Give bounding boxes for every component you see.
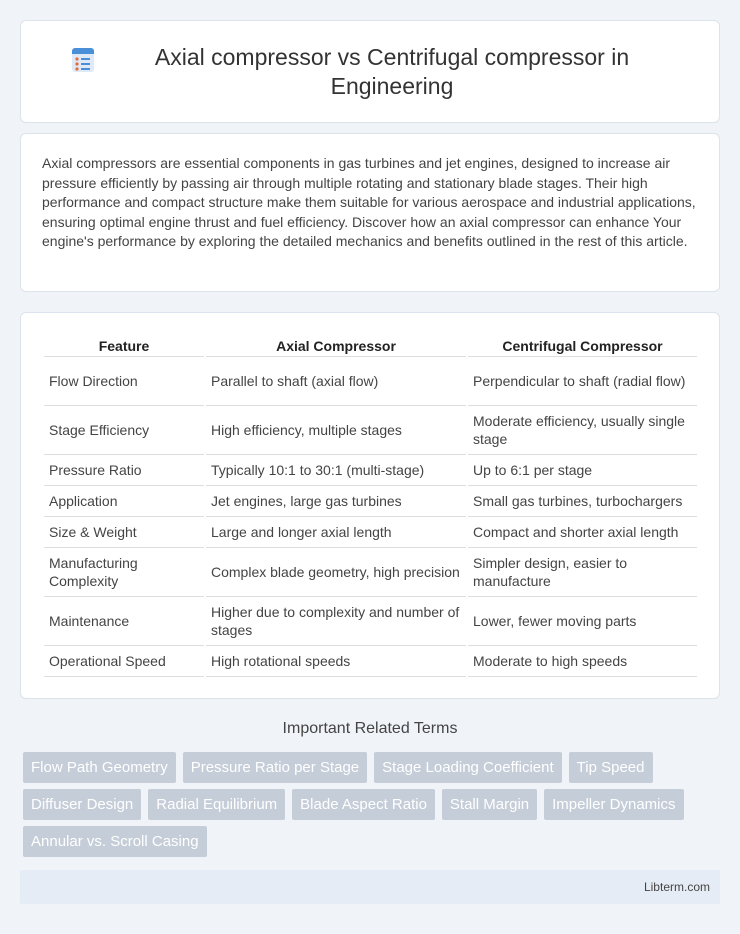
axial-cell: High rotational speeds	[206, 646, 466, 677]
axial-cell: Higher due to complexity and number of stages	[206, 597, 466, 646]
page-title: Axial compressor vs Centrifugal compressor in Engineering	[154, 43, 630, 99]
related-tag[interactable]: Diffuser Design	[23, 789, 141, 820]
feature-cell: Size & Weight	[44, 517, 204, 548]
centrifugal-cell: Small gas turbines, turbochargers	[468, 486, 697, 517]
header-centrifugal: Centrifugal Compressor	[468, 333, 697, 357]
centrifugal-cell: Moderate to high speeds	[468, 646, 697, 677]
related-tags	[23, 752, 723, 863]
axial-cell: Parallel to shaft (axial flow)	[206, 357, 466, 406]
feature-cell: Flow Direction	[44, 357, 204, 406]
title-card	[20, 20, 720, 123]
document-list-icon	[70, 47, 96, 73]
intro-card	[20, 133, 720, 292]
axial-cell: Jet engines, large gas turbines	[206, 486, 466, 517]
related-tag[interactable]: Stage Loading Coefficient	[374, 752, 562, 783]
centrifugal-cell: Lower, fewer moving parts	[468, 597, 697, 646]
table-row	[44, 597, 697, 646]
centrifugal-cell: Simpler design, easier to manufacture	[468, 548, 697, 597]
axial-cell: High efficiency, multiple stages	[206, 406, 466, 455]
footer	[20, 870, 720, 904]
footer-site-link[interactable]: Libterm.com	[643, 880, 710, 894]
table-row	[44, 486, 697, 517]
axial-cell: Typically 10:1 to 30:1 (multi-stage)	[206, 455, 466, 486]
related-tag[interactable]: Stall Margin	[442, 789, 537, 820]
feature-cell: Application	[44, 486, 204, 517]
table-row	[44, 646, 697, 677]
table-row	[44, 548, 697, 597]
feature-cell: Pressure Ratio	[44, 455, 204, 486]
related-tag[interactable]: Pressure Ratio per Stage	[183, 752, 367, 783]
related-terms-title: Important Related Terms	[282, 720, 458, 737]
related-tag[interactable]: Flow Path Geometry	[23, 752, 176, 783]
related-tag[interactable]: Annular vs. Scroll Casing	[23, 826, 207, 857]
table-row	[44, 455, 697, 486]
centrifugal-cell: Compact and shorter axial length	[468, 517, 697, 548]
related-tag[interactable]: Blade Aspect Ratio	[292, 789, 435, 820]
related-tag[interactable]: Tip Speed	[569, 752, 653, 783]
header-feature: Feature	[44, 333, 204, 357]
title-wrap	[70, 43, 670, 101]
table-row	[44, 517, 697, 548]
related-tag[interactable]: Impeller Dynamics	[544, 789, 683, 820]
feature-cell: Operational Speed	[44, 646, 204, 677]
centrifugal-cell: Perpendicular to shaft (radial flow)	[468, 357, 697, 406]
centrifugal-cell: Moderate efficiency, usually single stage	[468, 406, 697, 455]
comparison-card	[20, 312, 720, 699]
centrifugal-cell: Up to 6:1 per stage	[468, 455, 697, 486]
axial-cell: Large and longer axial length	[206, 517, 466, 548]
related-tag[interactable]: Radial Equilibrium	[148, 789, 285, 820]
axial-cell: Complex blade geometry, high precision	[206, 548, 466, 597]
intro-paragraph: Axial compressors are essential components in gas turbines and jet engines, designed to increase air pressure efficiently by passing air through multiple rotating and stationary blade stages. Their high performance and compact structure make them suitable for various aerospace and industrial applications, ensuring optimal engine thrust and fuel efficiency. Discover how an axial compressor can enhance Your engine's performance by exploring the detailed mechanics and benefits outlined in the rest of this article.	[42, 155, 696, 249]
table-row	[44, 357, 697, 406]
comparison-table	[42, 333, 699, 677]
feature-cell: Stage Efficiency	[44, 406, 204, 455]
feature-cell: Manufacturing Complexity	[44, 548, 204, 597]
table-row	[44, 406, 697, 455]
header-axial: Axial Compressor	[206, 333, 466, 357]
feature-cell: Maintenance	[44, 597, 204, 646]
